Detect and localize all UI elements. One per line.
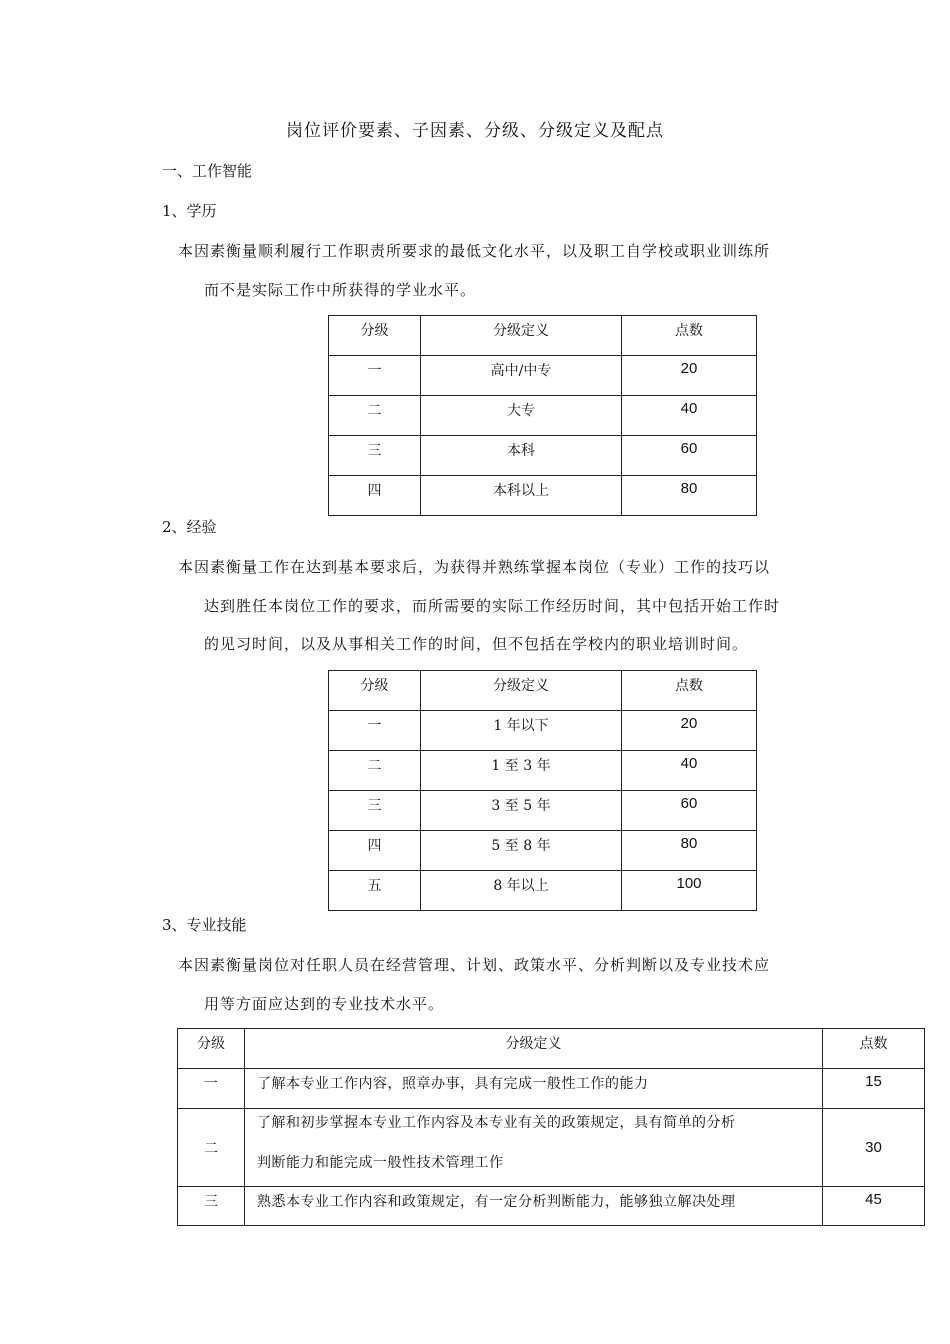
level-cell <box>329 356 421 396</box>
header-definition-label: 分级定义 <box>493 678 549 694</box>
table-row <box>329 476 757 516</box>
level-value: 四 <box>367 483 382 499</box>
points-cell <box>622 476 757 516</box>
definition-line2: 判断能力和能完成一般性技术管理工作 <box>257 1155 504 1171</box>
definition-cell <box>421 871 622 911</box>
level-cell <box>178 1069 245 1109</box>
level-cell <box>329 871 421 911</box>
points-cell <box>622 396 757 436</box>
points-cell <box>622 751 757 791</box>
table-row <box>329 831 757 871</box>
definition-cell <box>245 1187 823 1226</box>
header-level-label: 分级 <box>360 323 389 339</box>
level-cell <box>329 831 421 871</box>
definition-value: 本科以上 <box>493 483 549 499</box>
header-definition-label: 分级定义 <box>493 323 549 339</box>
definition-cell <box>421 396 622 436</box>
definition-cell <box>421 711 622 751</box>
level-value: 一 <box>367 718 382 734</box>
header-level <box>178 1029 245 1069</box>
definition-value: 8 年以上 <box>493 878 549 894</box>
points-value: 100 <box>676 875 702 892</box>
definition-value: 高中/中专 <box>490 363 552 379</box>
points-value: 30 <box>865 1139 882 1156</box>
table-header-row <box>329 671 757 711</box>
level-value: 一 <box>367 363 382 379</box>
points-value: 40 <box>680 755 698 772</box>
header-level-label: 分级 <box>360 678 389 694</box>
header-points <box>823 1029 925 1069</box>
points-value: 20 <box>680 715 698 732</box>
header-definition <box>421 671 622 711</box>
page-title: 岗位评价要素、子因素、分级、分级定义及配点 <box>286 121 664 141</box>
definition-multiline <box>257 1103 816 1183</box>
table-row <box>178 1109 925 1187</box>
table-header-row <box>329 316 757 356</box>
table-row <box>329 356 757 396</box>
header-points <box>622 671 757 711</box>
points-value: 40 <box>680 400 698 417</box>
experience-table <box>328 670 757 911</box>
definition-value: 1 年以下 <box>493 718 549 734</box>
points-cell <box>823 1069 925 1109</box>
table-row <box>329 871 757 911</box>
level-value: 三 <box>367 798 382 814</box>
points-cell <box>823 1109 925 1187</box>
table-row <box>329 436 757 476</box>
level-cell <box>178 1187 245 1226</box>
header-definition <box>245 1029 823 1069</box>
points-value: 15 <box>865 1073 882 1090</box>
level-cell <box>329 396 421 436</box>
header-definition-label: 分级定义 <box>505 1036 562 1052</box>
definition-cell <box>421 476 622 516</box>
definition-cell <box>421 791 622 831</box>
header-points-label: 点数 <box>675 323 703 339</box>
header-level-label: 分级 <box>197 1036 225 1052</box>
level-value: 三 <box>204 1194 218 1210</box>
table-row <box>329 396 757 436</box>
experience-description-line2: 达到胜任本岗位工作的要求，而所需要的实际工作经历时间，其中包括开始工作时 <box>204 597 781 615</box>
subsection-heading-skills: 3、专业技能 <box>162 916 247 934</box>
level-value: 二 <box>367 403 382 419</box>
points-cell <box>622 356 757 396</box>
definition-cell <box>421 751 622 791</box>
points-cell <box>622 436 757 476</box>
level-cell <box>178 1109 245 1187</box>
level-value: 一 <box>204 1076 218 1092</box>
skills-table <box>177 1028 925 1226</box>
level-cell <box>329 751 421 791</box>
table-row <box>178 1187 925 1226</box>
definition-cell <box>421 436 622 476</box>
level-value: 二 <box>367 758 382 774</box>
table-row <box>329 751 757 791</box>
table-row <box>329 791 757 831</box>
definition-value: 了解本专业工作内容，照章办事，具有完成一般性工作的能力 <box>257 1076 649 1092</box>
education-table <box>328 315 757 516</box>
points-cell <box>823 1187 925 1226</box>
definition-value: 5 至 8 年 <box>491 838 551 854</box>
level-value: 四 <box>367 838 382 854</box>
points-value: 60 <box>680 795 698 812</box>
level-cell <box>329 791 421 831</box>
skills-description-line1: 本因素衡量岗位对任职人员在经营管理、计划、政策水平、分析判断以及专业技术应 <box>178 956 771 974</box>
skills-description-line2: 用等方面应达到的专业技术水平。 <box>204 995 445 1013</box>
experience-description-line1: 本因素衡量工作在达到基本要求后，为获得并熟练掌握本岗位（专业）工作的技巧以 <box>178 558 771 576</box>
education-description-line1: 本因素衡量顺利履行工作职责所要求的最低文化水平，以及职工自学校或职业训练所 <box>178 242 771 260</box>
section-heading: 一、工作智能 <box>162 162 253 180</box>
definition-value: 大专 <box>507 403 535 419</box>
points-cell <box>622 711 757 751</box>
table-row <box>329 711 757 751</box>
level-value: 五 <box>367 878 382 894</box>
definition-cell <box>421 831 622 871</box>
definition-cell <box>245 1109 823 1187</box>
header-points <box>622 316 757 356</box>
level-cell <box>329 476 421 516</box>
points-value: 60 <box>680 440 698 457</box>
points-cell <box>622 831 757 871</box>
definition-value: 本科 <box>507 443 535 459</box>
subsection-heading-education: 1、学历 <box>162 202 217 220</box>
level-cell <box>329 436 421 476</box>
points-value: 80 <box>680 835 698 852</box>
header-points-label: 点数 <box>859 1036 888 1052</box>
points-value: 20 <box>680 360 698 377</box>
header-level <box>329 316 421 356</box>
level-value: 三 <box>367 443 382 459</box>
points-cell <box>622 871 757 911</box>
definition-value: 3 至 5 年 <box>491 798 551 814</box>
header-definition <box>421 316 622 356</box>
header-points-label: 点数 <box>675 678 703 694</box>
definition-cell <box>421 356 622 396</box>
level-value: 二 <box>204 1140 218 1157</box>
definition-value: 熟悉本专业工作内容和政策规定，有一定分析判断能力，能够独立解决处理 <box>257 1194 736 1210</box>
header-level <box>329 671 421 711</box>
education-description-line2: 而不是实际工作中所获得的学业水平。 <box>204 281 477 299</box>
points-value: 80 <box>680 480 698 497</box>
level-cell <box>329 711 421 751</box>
experience-description-line3: 的见习时间，以及从事相关工作的时间，但不包括在学校内的职业培训时间。 <box>204 635 749 653</box>
points-cell <box>622 791 757 831</box>
table-header-row <box>178 1029 925 1069</box>
definition-line1: 了解和初步掌握本专业工作内容及本专业有关的政策规定，具有简单的分析 <box>257 1115 736 1131</box>
subsection-heading-experience: 2、经验 <box>162 518 217 536</box>
definition-value: 1 至 3 年 <box>491 758 551 774</box>
points-value: 45 <box>865 1191 882 1208</box>
